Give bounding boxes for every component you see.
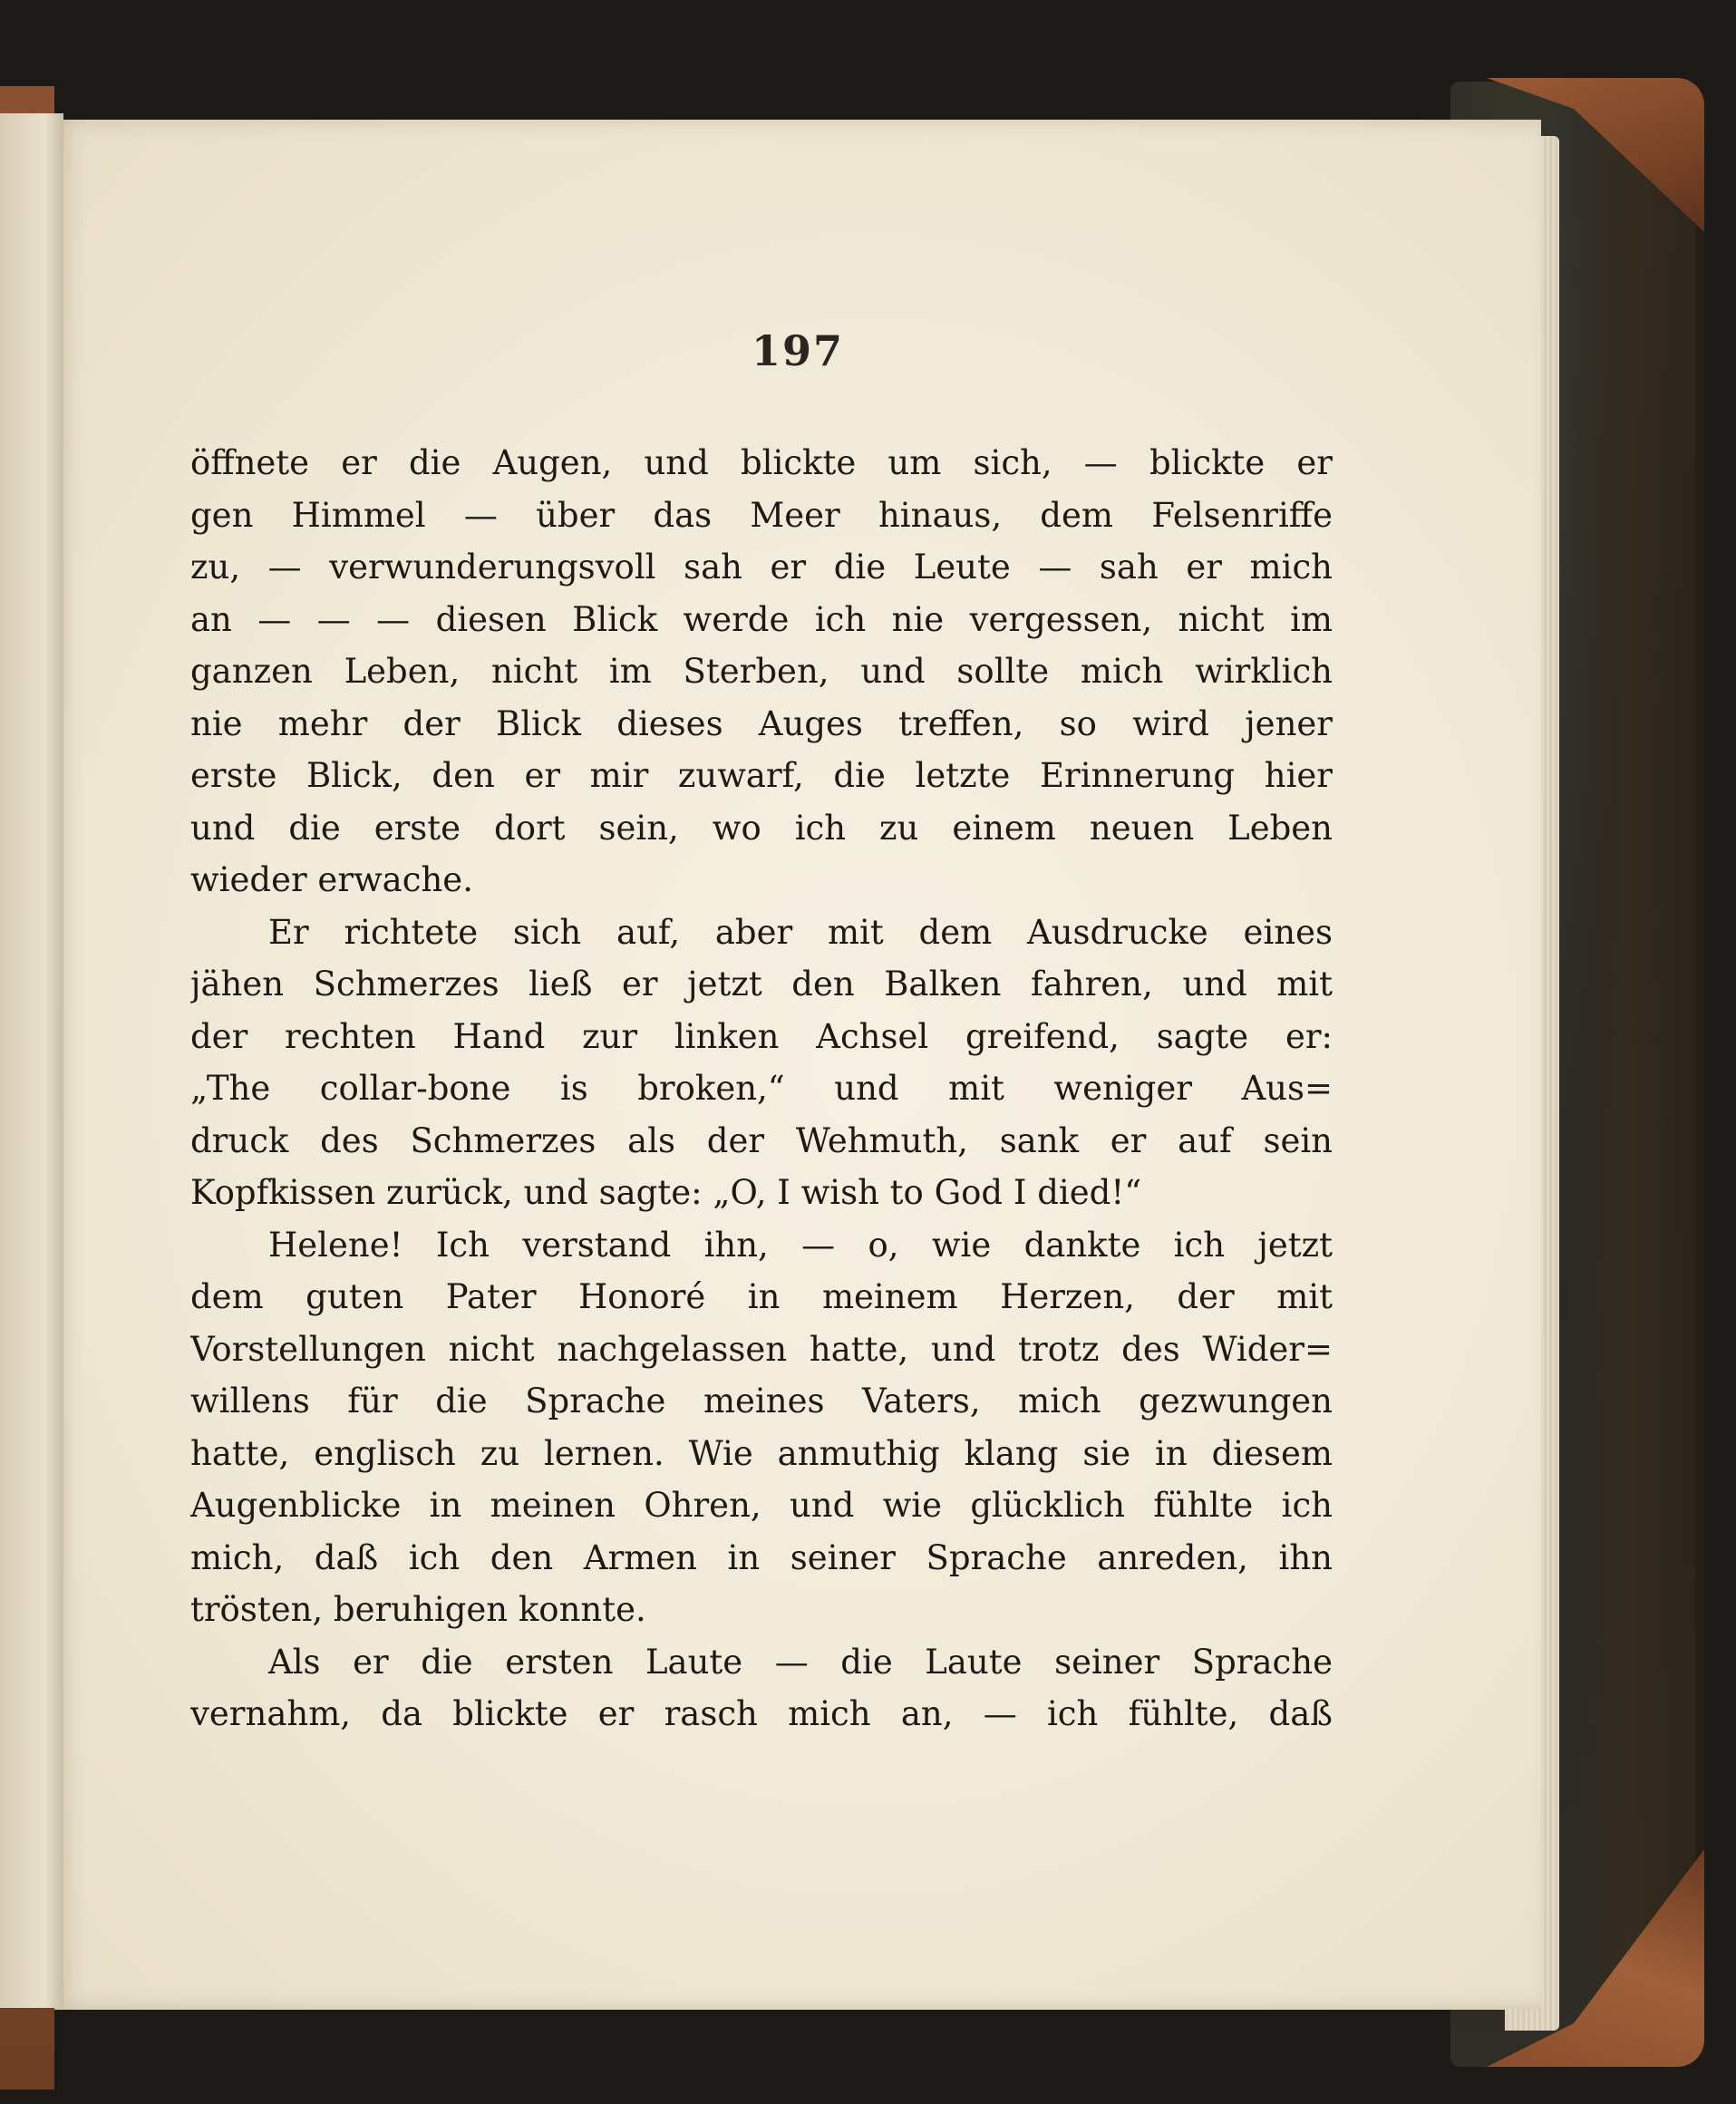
body-text [190, 437, 1333, 1740]
text-line: willens für die Sprache meines Vaters, mich gezwungen [190, 1382, 1333, 1420]
text-line: vernahm, da blickte er rasch mich an, — ich fühlte, daß [190, 1694, 1333, 1733]
text-line: Vorstellungen nicht nachgelassen hatte, und trotz des Wider= [190, 1329, 1333, 1369]
text-line: zu, — verwunderungsvoll sah er die Leute — sah er mich [190, 548, 1333, 587]
left-page-edge [0, 113, 63, 2008]
text-line: Augenblicke in meinen Ohren, und wie glücklich fühlte ich [190, 1486, 1333, 1525]
text-line: ganzen Leben, nicht im Sterben, und sollte mich wirklich [190, 652, 1333, 691]
text-line: und die erste dort sein, wo ich zu einem neuen Leben [190, 808, 1333, 848]
cover-spine-edge [1577, 109, 1704, 2058]
text-line: Er richtete sich auf, aber mit dem Ausdrucke eines [268, 912, 1333, 952]
book-page [54, 120, 1541, 2010]
text-line: nie mehr der Blick dieses Auges treffen, so wird jener [190, 703, 1333, 743]
text-line: an — — — diesen Blick werde ich nie vergessen, nicht im [190, 599, 1333, 639]
text-line: jähen Schmerzes ließ er jetzt den Balken fahren, und mit [190, 965, 1333, 1004]
text-line: Helene! Ich verstand ihn, — o, wie dankte ich jetzt [268, 1225, 1333, 1265]
text-line: hatte, englisch zu lernen. Wie anmuthig klang sie in diesem [190, 1433, 1333, 1473]
text-line: der rechten Hand zur linken Achsel greifend, sagte er: [190, 1016, 1333, 1056]
text-line: trösten, beruhigen konnte. [190, 1590, 646, 1629]
text-line: gen Himmel — über das Meer hinaus, dem Felsenriffe [190, 495, 1333, 535]
text-line: erste Blick, den er mir zuwarf, die letzte Erinnerung hier [190, 756, 1333, 795]
text-line: druck des Schmerzes als der Wehmuth, sank er auf sein [190, 1120, 1333, 1160]
text-line: öffnete er die Augen, und blickte um sich, — blickte er [190, 443, 1333, 482]
text-line: wieder erwache. [190, 860, 473, 899]
text-line: Kopfkissen zurück, und sagte: „O, I wish to God I died!“ [190, 1173, 1142, 1212]
page-number: 197 [751, 326, 845, 375]
text-line: „The collar-bone is broken,“ und mit weniger Aus= [190, 1069, 1333, 1108]
text-line: Als er die ersten Laute — die Laute seiner Sprache [268, 1642, 1333, 1682]
text-line: mich, daß ich den Armen in seiner Sprache anreden, ihn [190, 1537, 1333, 1577]
text-line: dem guten Pater Honoré in meinem Herzen, der mit [190, 1277, 1333, 1316]
